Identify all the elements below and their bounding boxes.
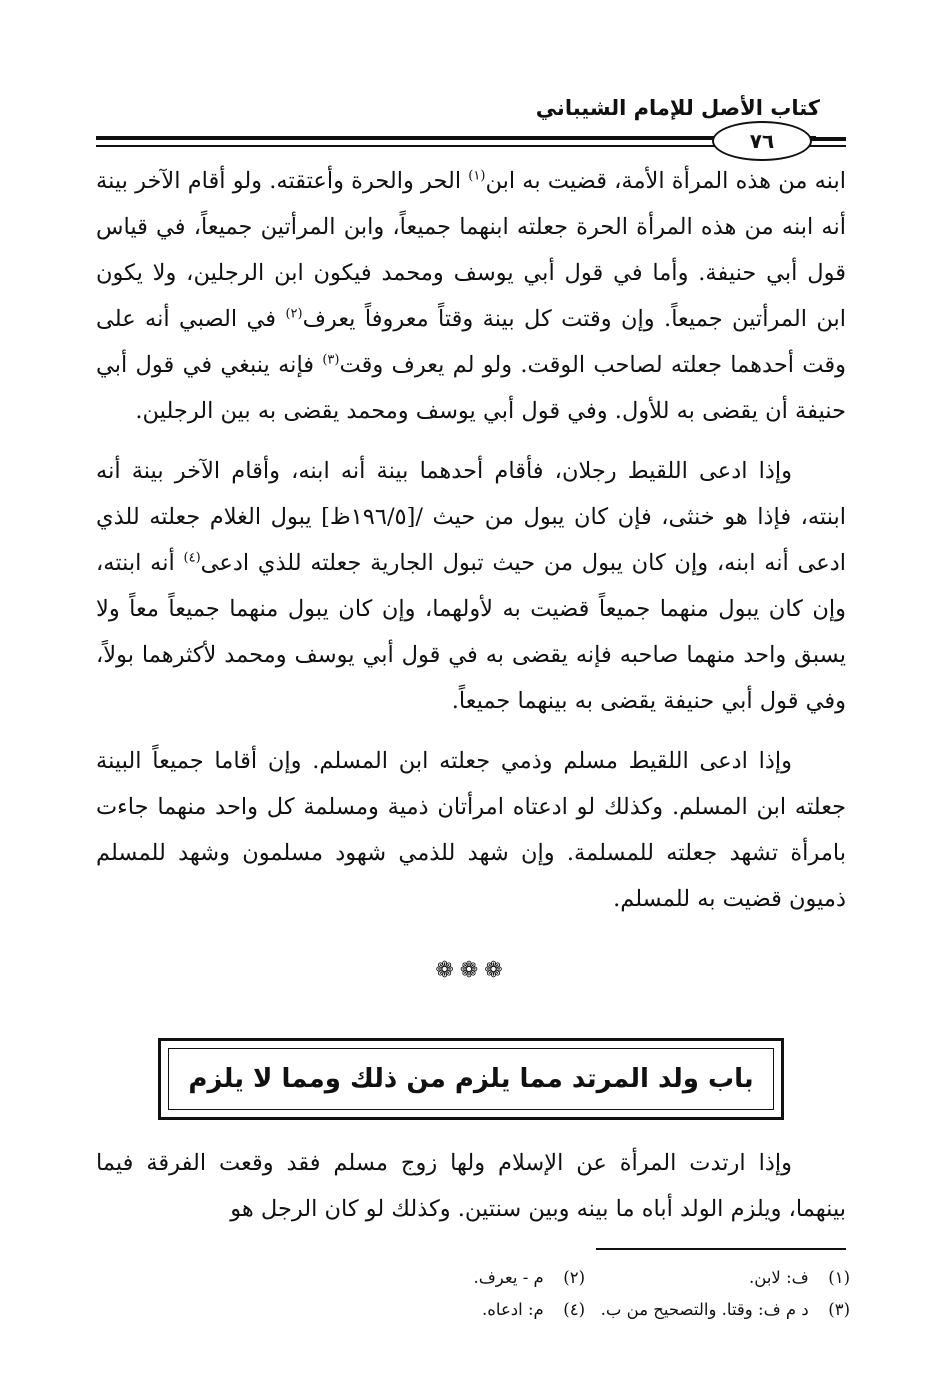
footnote-row xyxy=(320,1262,850,1294)
header-rule-tail-thin xyxy=(808,145,846,147)
footnote-text: ف: لابن. xyxy=(749,1268,809,1287)
running-title: كتاب الأصل للإمام الشيباني xyxy=(535,96,820,120)
footnote-divider xyxy=(596,1248,846,1250)
page-number: ٧٦ xyxy=(712,121,812,161)
paragraph-4: وإذا ارتدت المرأة عن الإسلام ولها زوج مسلم فقد وقعت الفرقة فيما بينهما، ويلزم الولد أباه ما بينه وبين سنتين. وكذلك لو كان الرجل هو xyxy=(96,1150,846,1222)
main-text xyxy=(96,158,846,922)
paragraph-2 xyxy=(96,448,846,724)
footnote-2 xyxy=(320,1262,585,1294)
footnote-text: د م ف: وقتا. والتصحيح من ب. xyxy=(600,1300,809,1319)
text-run: أنه ابنته، وإن كان يبول منهما جميعاً قضيت به لأولهما، وإن كان يبول منهما جميعاً معاً ولا يسبق واحد منهما صاحبه فإنه يقضى به في قول أبي يوسف ومحمد لأكثرهما بولاً، وفي قول أبي حنيفة يقضى به بينهما جميعاً. xyxy=(96,550,846,714)
paragraph-1 xyxy=(96,158,846,434)
footnote-text: م: ادعاه. xyxy=(482,1300,544,1319)
text-run: في الصبي أنه على وقت أحدهما جعلته لصاحب الوقت. ولو لم يعرف وقت xyxy=(96,306,846,378)
footnote-row xyxy=(320,1294,850,1326)
footnote-ref-1: (١) xyxy=(468,168,486,184)
text-run: فإنه ينبغي في قول أبي حنيفة أن يقضى به للأول. وفي قول أبي يوسف ومحمد يقضى به بين الرجلين. xyxy=(96,352,846,424)
section-separator: ❁❁❁ xyxy=(435,958,509,983)
footnote-ref-3: (٣) xyxy=(322,352,340,368)
footnote-1 xyxy=(585,1262,850,1294)
chapter-title: باب ولد المرتد مما يلزم من ذلك ومما لا يلزم xyxy=(168,1048,774,1110)
footnote-ref-4: (٤) xyxy=(183,550,201,566)
chapter-text xyxy=(96,1140,846,1232)
footnotes xyxy=(320,1262,850,1326)
header-rule-thick xyxy=(96,136,816,140)
text-run: ابنه من هذه المرأة الأمة، قضيت به ابن xyxy=(485,168,846,194)
footnote-4 xyxy=(320,1294,585,1326)
header-rule-thin xyxy=(96,145,816,147)
footnote-number: (٢) xyxy=(563,1268,585,1287)
footnote-number: (١) xyxy=(828,1268,850,1287)
text-run: الحر والحرة وأعتقته. ولو أقام الآخر بينة أنه ابنه من هذه المرأة الحرة جعلته ابنهما جميعاً، وابن المرأتين جميعاً، في قياس قول أبي حنيفة. وأما في قول أبي يوسف ومحمد فيكون ابن الرجلين، ولا يكون ابن المرأتين جميعاً. وإن وقتت كل بينة وقتاً معروفاً يعرف xyxy=(96,168,847,332)
chapter-title-frame xyxy=(158,1038,784,1120)
header-rule-tail xyxy=(808,137,846,141)
footnote-number: (٤) xyxy=(563,1300,585,1319)
footnote-3 xyxy=(585,1294,850,1326)
footnote-number: (٣) xyxy=(828,1300,850,1319)
footnote-text: م - يعرف. xyxy=(473,1268,544,1287)
paragraph-3: وإذا ادعى اللقيط مسلم وذمي جعلته ابن المسلم. وإن أقاما جميعاً البينة جعلته ابن المسلم. وكذلك لو ادعتاه امرأتان ذمية ومسلمة كل واحد منهما جاءت بامرأة تشهد جعلته للمسلمة. وإن شهد للذمي شهود مسلمون وشهد للمسلم ذميون قضيت به للمسلم. xyxy=(96,748,846,912)
footnote-ref-2: (٢) xyxy=(285,306,303,322)
text-run: وإذا ادعى اللقيط رجلان، فأقام أحدهما بينة أنه ابنه، وأقام الآخر بينة أنه ابنته، فإذا هو خنثى، فإن كان يبول من حيث /[١٩٦/٥ظ] يبول الغلام جعلته للذي ادعى أنه ابنه، وإن كان يبول من حيث تبول الجارية جعلته للذي ادعى xyxy=(96,458,846,576)
